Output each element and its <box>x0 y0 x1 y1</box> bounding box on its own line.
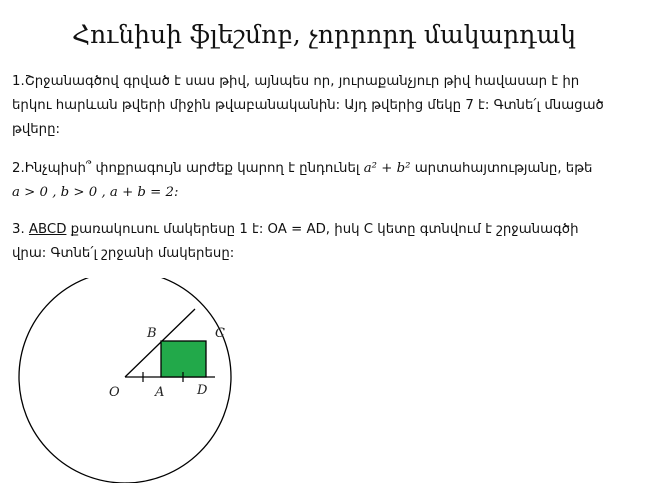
problem-3-number: 3. <box>12 222 25 237</box>
problem-1-line2: երկու հարևան թվերի միջին թվաբանականին: Այդ թվերից մեկը 7 է: Գտնե՛լ մնացած <box>12 98 604 113</box>
problem-1 <box>12 70 638 142</box>
label-d: D <box>197 383 208 398</box>
problem-1-line3: թվերը: <box>12 122 61 137</box>
problem-2 <box>12 157 638 205</box>
label-b: B <box>147 326 157 341</box>
problem-1-number: 1. <box>12 74 25 89</box>
geometry-figure <box>15 278 265 483</box>
problem-2-formula: a² + b² <box>363 161 411 176</box>
label-a: A <box>155 385 165 400</box>
problem-3-line2: վրա: Գտնե՛լ շրջանի մակերեսը: <box>12 246 235 261</box>
problem-3 <box>12 218 638 266</box>
label-c: C <box>215 326 225 341</box>
problem-3-abcd: ABCD <box>28 222 67 237</box>
page-title: Հունիսի ֆլեշմոբ, չորրորդ մակարդակ <box>71 20 577 49</box>
circle <box>19 278 231 483</box>
label-o: O <box>109 385 120 400</box>
problem-2-text: Ինչպիսի՞ փոքրագույն արժեք կարող է ընդունել <box>24 161 360 176</box>
problem-2-condition: a > 0 , b > 0 , a + b = 2: <box>12 185 179 200</box>
square-abcd <box>161 341 206 377</box>
problem-2-number: 2. <box>12 161 25 176</box>
problem-1-line1: Շրջանագծով գրված է սաս թիվ, այնպես որ, յուրաքանչյուր թիվ հավասար է իր <box>24 74 580 89</box>
problem-2-tail: արտահայտությանը, եթե <box>414 161 593 176</box>
problem-3-line1: քառակուսու մակերեսը 1 է: OA = AD, իսկ C կետը գտնվում է շրջանագծի <box>66 222 579 237</box>
